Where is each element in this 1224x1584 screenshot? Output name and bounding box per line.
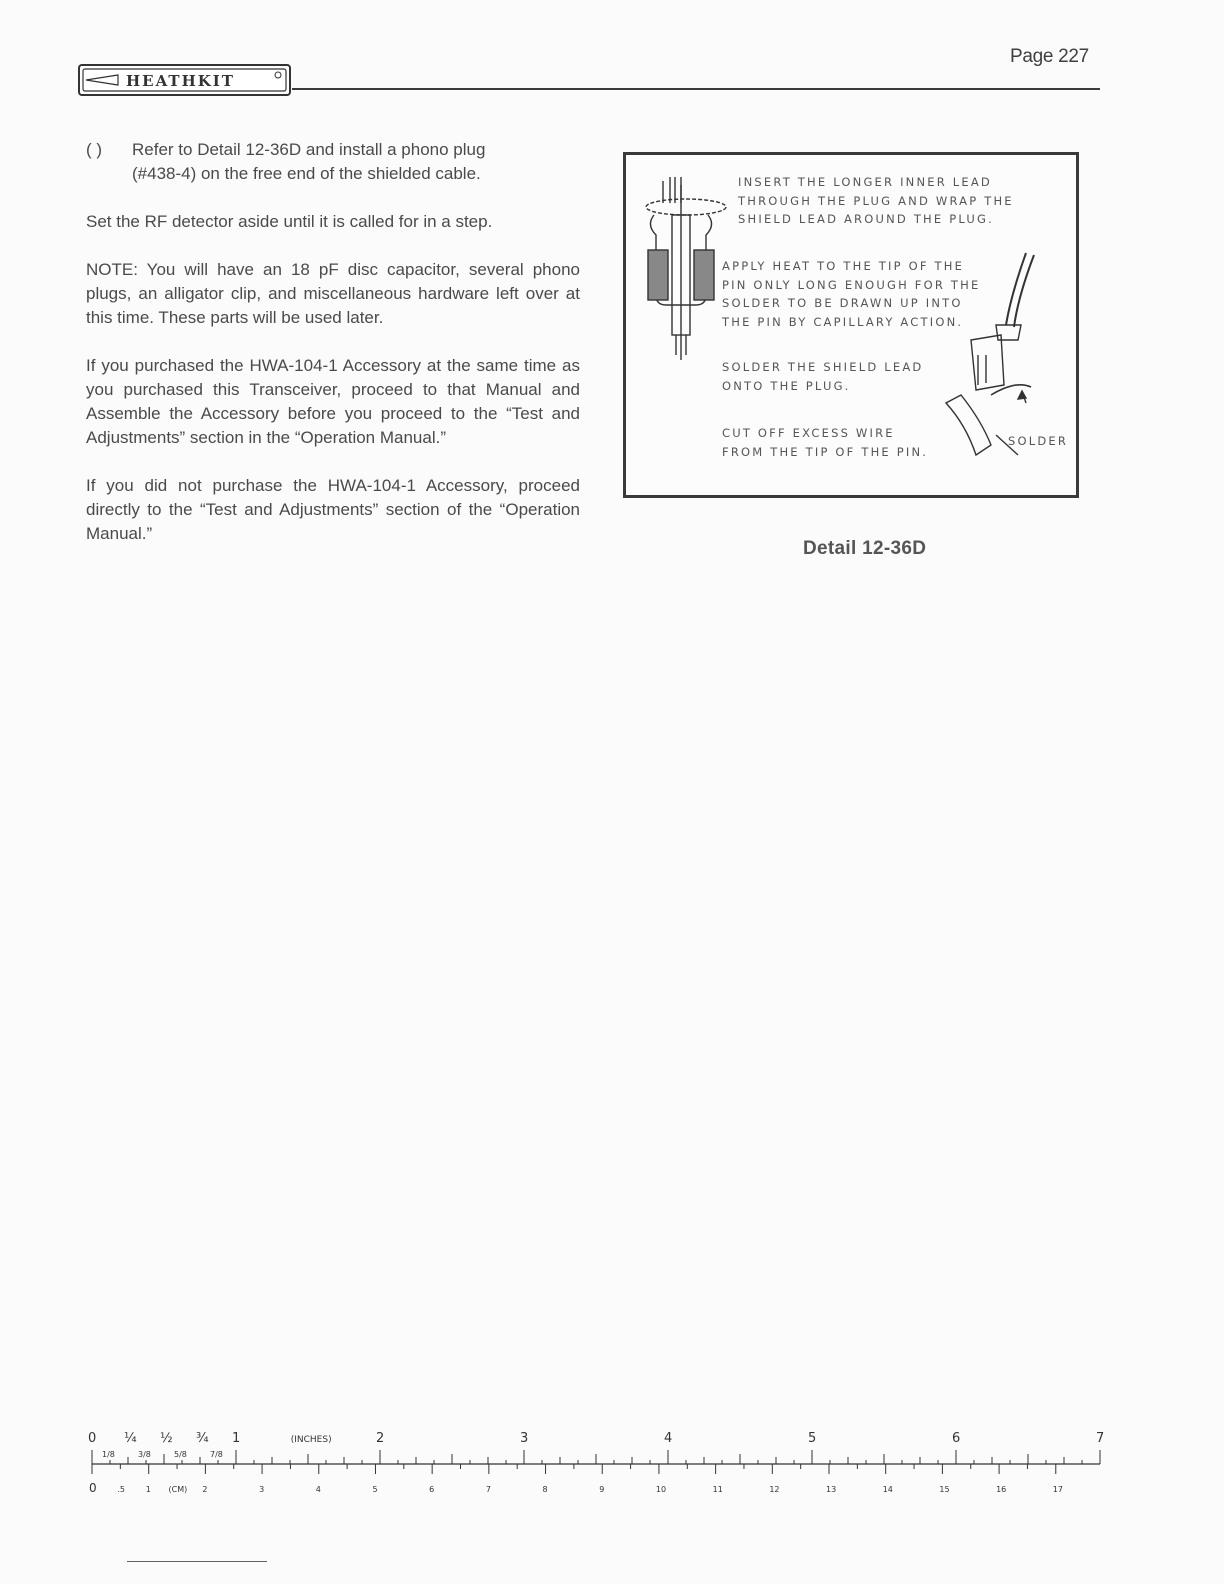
inch-label: 5 [808,1431,817,1446]
figure-caption: Detail 12-36D [803,538,927,559]
cm-label: 17 [1052,1485,1063,1494]
cm-label: 14 [882,1485,893,1494]
inch-label: ¾ [196,1431,209,1446]
cut-wire-note: CUT OFF EXCESS WIRE FROM THE TIP OF THE PIN. [722,426,929,459]
step-item [86,138,580,186]
inch-label: 0 [88,1431,97,1446]
cm-label: 15 [939,1485,950,1494]
cm-label: 0 [89,1481,97,1495]
svg-text:HEATHKIT: HEATHKIT [126,72,235,90]
cm-unit-label: (CM) [168,1485,188,1494]
inch-label: 4 [664,1431,673,1446]
cm-label: 1 [145,1485,151,1494]
cm-label: 9 [599,1485,605,1494]
rf-detector-paragraph: Set the RF detector aside until it is called for in a step. [86,212,493,231]
inch-label: 1 [232,1431,241,1446]
inch-label: 7 [1096,1431,1105,1446]
page-number: Page 227 [1010,46,1089,67]
inch-label: 3 [520,1431,529,1446]
cm-label: 4 [315,1485,321,1494]
step-text-line2: (#438-4) on the free end of the shielded cable. [132,164,481,183]
insert-lead-note: INSERT THE LONGER INNER LEAD THROUGH THE PLUG AND WRAP THE SHIELD LEAD AROUND THE PLUG. [738,175,1014,226]
measurement-ruler [82,1430,1112,1502]
accessory-paragraph: If you purchased the HWA-104-1 Accessory at the same time as you purchased this Transceiver, proceed to that Manual and Assemble the Accessory before you proceed to the “Test and Adjustments” section in the “Operation Manual.” [86,356,580,447]
cm-label: 7 [485,1485,491,1494]
cm-label: 8 [542,1485,548,1494]
ruler-graphic [82,1430,1112,1502]
cm-label: 11 [712,1485,723,1494]
inch-label: ¼ [124,1431,137,1446]
fraction-label: 1/8 [102,1450,115,1459]
inch-label: ½ [160,1431,173,1446]
header-rule [292,88,1100,90]
heathkit-logo [78,63,292,97]
inch-label: 2 [376,1431,385,1446]
cm-label: 2 [202,1485,208,1494]
cm-label: 12 [769,1485,780,1494]
note-paragraph: NOTE: You will have an 18 pF disc capacitor, several phono plugs, an alligator clip, and miscellaneous hardware left over at this time. These parts will be used later. [86,260,580,327]
cm-label: 10 [655,1485,667,1494]
step-checkbox[interactable]: ( ) [86,140,103,159]
cm-label: 3 [259,1485,265,1494]
fraction-label: 7/8 [210,1450,223,1459]
solder-shield-note: SOLDER THE SHIELD LEAD ONTO THE PLUG. [722,360,924,393]
cm-label: 13 [826,1485,837,1494]
apply-heat-note: APPLY HEAT TO THE TIP OF THE PIN ONLY LONG ENOUGH FOR THE SOLDER TO BE DRAWN UP INTO THE PIN BY CAPILLARY ACTION. [722,259,981,329]
no-accessory-paragraph: If you did not purchase the HWA-104-1 Accessory, proceed directly to the “Test and Adjustments” section of the “Operation Manual.” [86,476,580,543]
step-text-line1: Refer to Detail 12-36D and install a phono plug [132,140,486,159]
fraction-label: 3/8 [138,1450,151,1459]
instruction-text [86,138,580,546]
inches-unit-label: (INCHES) [290,1435,332,1445]
solder-label: SOLDER [1008,434,1069,448]
detail-12-36d-figure [623,152,1079,498]
footer-link-line [127,1561,267,1562]
cm-label: .5 [117,1485,125,1494]
cm-label: 5 [372,1485,378,1494]
fraction-label: 5/8 [174,1450,187,1459]
inch-label: 6 [952,1431,961,1446]
cm-label: 16 [996,1485,1007,1494]
cm-label: 6 [429,1485,435,1494]
